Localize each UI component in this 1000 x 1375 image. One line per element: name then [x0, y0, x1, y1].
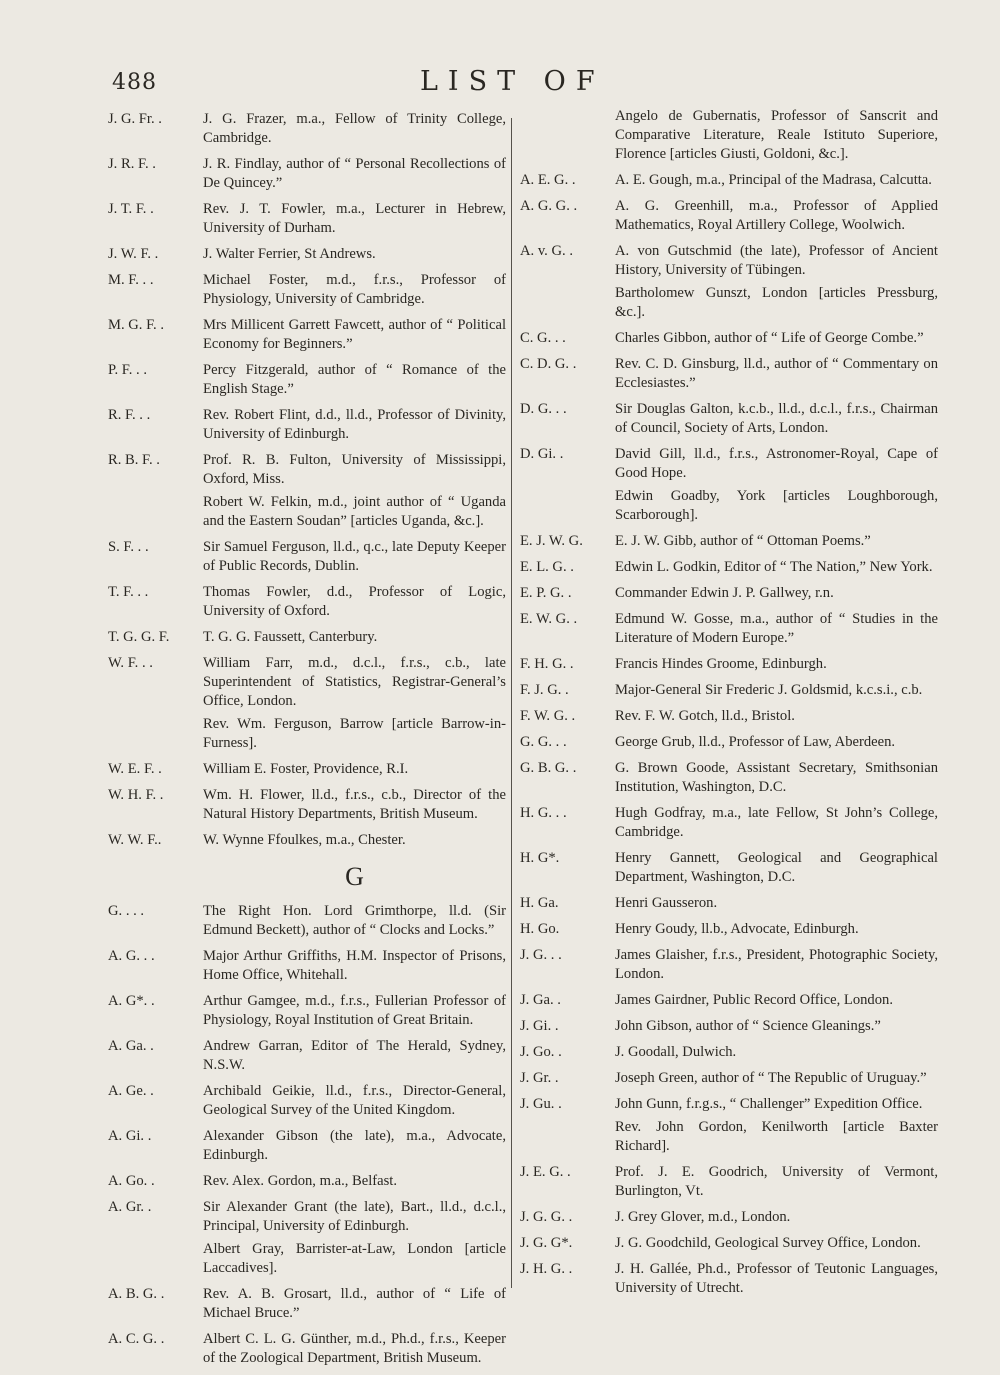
- contributor-initials: J. G. G. .: [520, 1209, 573, 1225]
- contributor-initials: J. T. F. .: [108, 201, 154, 217]
- left-column: [108, 110, 506, 1375]
- contributor-entry: [520, 1017, 938, 1036]
- contributor-description: Albert C. L. G. Günther, m.d., Ph.d., f.r.s., Keeper of the Zoological Department, British Museum.: [203, 1331, 506, 1366]
- contributor-initials: A. E. G. .: [520, 172, 576, 188]
- contributor-entry: [108, 361, 506, 399]
- contributor-initials: J. Ga. .: [520, 992, 561, 1008]
- contributor-initials: W. E. F. .: [108, 761, 162, 777]
- contributor-entry: [520, 1208, 938, 1227]
- contributor-description: Bartholomew Gunszt, London [articles Pressburg, &c.].: [615, 285, 938, 320]
- contributor-description: Rev. John Gordon, Kenilworth [article Baxter Richard].: [615, 1119, 938, 1154]
- contributor-initials: G. G. . .: [520, 734, 567, 750]
- contributor-entry: [520, 532, 938, 551]
- contributor-description: Albert Gray, Barrister-at-Law, London [article Laccadives].: [203, 1241, 506, 1276]
- contributor-entry: [520, 759, 938, 797]
- contributor-entry: [108, 1198, 506, 1236]
- contributor-entry: [520, 681, 938, 700]
- contributor-entry: [108, 1127, 506, 1165]
- contributor-initials: S. F. . .: [108, 539, 149, 555]
- contributor-description: Edwin L. Godkin, Editor of “ The Nation,” New York.: [615, 559, 933, 575]
- contributor-initials: E. P. G. .: [520, 585, 572, 601]
- contributor-entry: [520, 655, 938, 674]
- contributor-initials: J. G. Fr. .: [108, 111, 162, 127]
- running-head: LIST OF: [420, 66, 605, 97]
- contributor-entry: [520, 991, 938, 1010]
- contributor-description: Rev. Robert Flint, d.d., ll.d., Professor of Divinity, University of Edinburgh.: [203, 407, 506, 442]
- contributor-description: Rev. A. B. Grosart, ll.d., author of “ Life of Michael Bruce.”: [203, 1286, 506, 1321]
- contributor-initials: T. F. . .: [108, 584, 149, 600]
- contributor-entry: [520, 584, 938, 603]
- contributor-description: Rev. C. D. Ginsburg, ll.d., author of “ Commentary on Ecclesiastes.”: [615, 356, 938, 391]
- contributor-initials: J. Gu. .: [520, 1096, 562, 1112]
- contributor-entry: [520, 355, 938, 393]
- contributor-initials: G. . . .: [108, 903, 145, 919]
- contributor-initials: J. R. F. .: [108, 156, 156, 172]
- contributor-initials: G. B. G. .: [520, 760, 577, 776]
- contributor-initials: A. G*. .: [108, 993, 155, 1009]
- contributor-entry: [520, 487, 938, 525]
- contributor-initials: E. W. G. .: [520, 611, 578, 627]
- contributor-initials: E. J. W. G.: [520, 533, 583, 549]
- contributor-entry: [520, 242, 938, 280]
- contributor-initials: F. W. G. .: [520, 708, 576, 724]
- contributor-description: Rev. Wm. Ferguson, Barrow [article Barrow-in-Furness].: [203, 716, 506, 751]
- contributor-description: T. G. G. Faussett, Canterbury.: [203, 629, 378, 645]
- contributor-initials: W. W. F..: [108, 832, 162, 848]
- contributor-initials: J. H. G. .: [520, 1261, 573, 1277]
- contributor-initials: J. E. G. .: [520, 1164, 571, 1180]
- contributor-initials: A. Go. .: [108, 1173, 155, 1189]
- contributor-entry: [108, 1285, 506, 1323]
- contributor-entry: [520, 849, 938, 887]
- contributor-entry: [108, 1172, 506, 1191]
- contributor-initials: J. G. . .: [520, 947, 562, 963]
- contributor-description: Archibald Geikie, ll.d., f.r.s., Director-General, Geological Survey of the United Kingdom.: [203, 1083, 506, 1118]
- contributor-entry: [108, 110, 506, 148]
- contributor-entry: [108, 715, 506, 753]
- contributor-description: Rev. J. T. Fowler, m.a., Lecturer in Hebrew, University of Durham.: [203, 201, 506, 236]
- contributor-description: Sir Douglas Galton, k.c.b., ll.d., d.c.l., f.r.s., Chairman of Council, Society of Arts, London.: [615, 401, 938, 436]
- contributor-entry: [108, 538, 506, 576]
- contributor-description: Arthur Gamgee, m.d., f.r.s., Fullerian Professor of Physiology, Royal Institution of Great Britain.: [203, 993, 506, 1028]
- contributor-description: Prof. R. B. Fulton, University of Mississippi, Oxford, Miss.: [203, 452, 506, 487]
- contributor-initials: A. v. G. .: [520, 243, 573, 259]
- contributor-description: W. Wynne Ffoulkes, m.a., Chester.: [203, 832, 406, 848]
- contributor-initials: J. W. F. .: [108, 246, 159, 262]
- contributor-description: Robert W. Felkin, m.d., joint author of “ Uganda and the Eastern Soudan” [articles Uganda, &c.].: [203, 494, 506, 529]
- contributor-description: E. J. W. Gibb, author of “ Ottoman Poems.”: [615, 533, 871, 549]
- page-number: 488: [112, 70, 157, 95]
- contributor-description: William Farr, m.d., d.c.l., f.r.s., c.b., late Superintendent of Statistics, Registrar-General’s Office, London.: [203, 655, 506, 709]
- contributor-initials: J. G. G*.: [520, 1235, 573, 1251]
- contributor-entry: [520, 804, 938, 842]
- section-letter: G: [345, 862, 364, 891]
- contributor-description: James Glaisher, f.r.s., President, Photographic Society, London.: [615, 947, 938, 982]
- contributor-description: Sir Samuel Ferguson, ll.d., q.c., late Deputy Keeper of Public Records, Dublin.: [203, 539, 506, 574]
- contributor-entry: [108, 1330, 506, 1368]
- contributor-initials: H. G. . .: [520, 805, 567, 821]
- contributor-description: The Right Hon. Lord Grimthorpe, ll.d. (Sir Edmund Beckett), author of “ Clocks and Locks.”: [203, 903, 506, 938]
- contributor-description: Charles Gibbon, author of “ Life of George Combe.”: [615, 330, 924, 346]
- contributor-description: Sir Alexander Grant (the late), Bart., ll.d., d.c.l., Principal, University of Edinburgh.: [203, 1199, 506, 1234]
- contributor-initials: H. G*.: [520, 850, 560, 866]
- contributor-entry: [520, 107, 938, 164]
- contributor-initials: A. C. G. .: [108, 1331, 165, 1347]
- contributor-initials: P. F. . .: [108, 362, 147, 378]
- contributor-description: Wm. H. Flower, ll.d., f.r.s., c.b., Director of the Natural History Departments, British Museum.: [203, 787, 506, 822]
- contributor-entry: [520, 946, 938, 984]
- contributor-initials: W. F. . .: [108, 655, 153, 671]
- contributor-entry: [108, 947, 506, 985]
- contributor-initials: D. G. . .: [520, 401, 567, 417]
- contributor-initials: F. H. G. .: [520, 656, 574, 672]
- contributor-description: David Gill, ll.d., f.r.s., Astronomer-Royal, Cape of Good Hope.: [615, 446, 938, 481]
- contributor-entry: [108, 316, 506, 354]
- contributor-description: Angelo de Gubernatis, Professor of Sanscrit and Comparative Literature, Reale Istituto Superiore, Florence [articles Giusti, Goldoni, &c.].: [615, 108, 938, 162]
- contributor-entry: [108, 271, 506, 309]
- contributor-entry: [520, 920, 938, 939]
- contributor-entry: [520, 1069, 938, 1088]
- contributor-description: Thomas Fowler, d.d., Professor of Logic, University of Oxford.: [203, 584, 506, 619]
- contributor-entry: [520, 558, 938, 577]
- contributor-entry: [520, 329, 938, 348]
- contributor-entry: [520, 197, 938, 235]
- contributor-description: J. Walter Ferrier, St Andrews.: [203, 246, 376, 262]
- contributor-description: A. G. Greenhill, m.a., Professor of Applied Mathematics, Royal Artillery College, Woolwich.: [615, 198, 938, 233]
- contributor-initials: F. J. G. .: [520, 682, 569, 698]
- contributor-initials: A. Gi. .: [108, 1128, 152, 1144]
- contributor-description: Percy Fitzgerald, author of “ Romance of the English Stage.”: [203, 362, 506, 397]
- contributor-entry: [108, 760, 506, 779]
- contributor-initials: A. B. G. .: [108, 1286, 165, 1302]
- contributor-list-g-continued: [520, 107, 938, 1298]
- contributor-description: G. Brown Goode, Assistant Secretary, Smithsonian Institution, Washington, D.C.: [615, 760, 938, 795]
- contributor-description: Commander Edwin J. P. Gallwey, r.n.: [615, 585, 834, 601]
- contributor-initials: W. H. F. .: [108, 787, 164, 803]
- contributor-description: George Grub, ll.d., Professor of Law, Aberdeen.: [615, 734, 896, 750]
- contributor-entry: [108, 786, 506, 824]
- contributor-description: A. von Gutschmid (the late), Professor of Ancient History, University of Tübingen.: [615, 243, 938, 278]
- contributor-description: William E. Foster, Providence, R.I.: [203, 761, 409, 777]
- contributor-entry: [108, 902, 506, 940]
- contributor-entry: [520, 1043, 938, 1062]
- contributor-entry: [108, 406, 506, 444]
- column-rule: [511, 118, 512, 1288]
- contributor-initials: R. F. . .: [108, 407, 151, 423]
- contributor-entry: [520, 1260, 938, 1298]
- contributor-list-g: [108, 902, 506, 1368]
- contributor-description: Hugh Godfray, m.a., late Fellow, St John’s College, Cambridge.: [615, 805, 938, 840]
- contributor-initials: H. Go.: [520, 921, 560, 937]
- contributor-description: Major Arthur Griffiths, H.M. Inspector of Prisons, Home Office, Whitehall.: [203, 948, 506, 983]
- contributor-entry: [520, 1234, 938, 1253]
- contributor-initials: M. F. . .: [108, 272, 154, 288]
- contributor-entry: [520, 707, 938, 726]
- contributor-description: Major-General Sir Frederic J. Goldsmid, k.c.s.i., c.b.: [615, 682, 923, 698]
- contributor-initials: A. Ge. .: [108, 1083, 154, 1099]
- contributor-entry: [108, 200, 506, 238]
- contributor-entry: [108, 155, 506, 193]
- contributor-description: J. G. Frazer, m.a., Fellow of Trinity College, Cambridge.: [203, 111, 506, 146]
- contributor-entry: [520, 733, 938, 752]
- contributor-description: Rev. F. W. Gotch, ll.d., Bristol.: [615, 708, 795, 724]
- contributor-description: John Gunn, f.r.g.s., “ Challenger” Expedition Office.: [615, 1096, 923, 1112]
- contributor-initials: J. Gr. .: [520, 1070, 559, 1086]
- contributor-initials: A. G. G. .: [520, 198, 578, 214]
- contributor-description: Henry Gannett, Geological and Geographical Department, Washington, D.C.: [615, 850, 938, 885]
- contributor-description: J. H. Gallée, Ph.d., Professor of Teutonic Languages, University of Utrecht.: [615, 1261, 938, 1296]
- contributor-initials: A. G. . .: [108, 948, 155, 964]
- contributor-entry: [520, 445, 938, 483]
- contributor-description: J. Grey Glover, m.d., London.: [615, 1209, 791, 1225]
- contributor-entry: [108, 583, 506, 621]
- contributor-initials: T. G. G. F.: [108, 629, 170, 645]
- contributor-initials: M. G. F. .: [108, 317, 165, 333]
- contributor-initials: C. G. . .: [520, 330, 566, 346]
- contributor-initials: E. L. G. .: [520, 559, 574, 575]
- contributor-description: J. G. Goodchild, Geological Survey Office, London.: [615, 1235, 921, 1251]
- contributor-description: Henri Gausseron.: [615, 895, 718, 911]
- contributor-entry: [108, 1082, 506, 1120]
- contributor-initials: J. Go. .: [520, 1044, 562, 1060]
- contributor-description: Alexander Gibson (the late), m.a., Advocate, Edinburgh.: [203, 1128, 506, 1163]
- contributor-description: Edwin Goadby, York [articles Loughborough, Scarborough].: [615, 488, 938, 523]
- contributor-entry: [108, 493, 506, 531]
- contributor-entry: [108, 992, 506, 1030]
- contributor-entry: [520, 894, 938, 913]
- contributor-description: Prof. J. E. Goodrich, University of Vermont, Burlington, Vt.: [615, 1164, 938, 1199]
- contributor-description: Michael Foster, m.d., f.r.s., Professor of Physiology, University of Cambridge.: [203, 272, 506, 307]
- contributor-entry: [108, 628, 506, 647]
- contributor-description: Mrs Millicent Garrett Fawcett, author of “ Political Economy for Beginners.”: [203, 317, 506, 352]
- contributor-entry: [520, 1095, 938, 1114]
- contributor-description: Andrew Garran, Editor of The Herald, Sydney, N.S.W.: [203, 1038, 506, 1073]
- contributor-entry: [108, 451, 506, 489]
- contributor-entry: [108, 1240, 506, 1278]
- contributor-entry: [520, 610, 938, 648]
- contributor-description: J. Goodall, Dulwich.: [615, 1044, 737, 1060]
- contributor-initials: R. B. F. .: [108, 452, 160, 468]
- contributor-description: John Gibson, author of “ Science Gleanings.”: [615, 1018, 881, 1034]
- contributor-description: James Gairdner, Public Record Office, London.: [615, 992, 893, 1008]
- contributor-description: J. R. Findlay, author of “ Personal Recollections of De Quincey.”: [203, 156, 506, 191]
- contributor-description: Francis Hindes Groome, Edinburgh.: [615, 656, 827, 672]
- contributor-entry: [108, 245, 506, 264]
- contributor-description: Joseph Green, author of “ The Republic of Uruguay.”: [615, 1070, 927, 1086]
- contributor-initials: H. Ga.: [520, 895, 559, 911]
- contributor-description: Rev. Alex. Gordon, m.a., Belfast.: [203, 1173, 398, 1189]
- contributor-entry: [520, 1163, 938, 1201]
- contributor-initials: A. Gr. .: [108, 1199, 152, 1215]
- contributor-entry: [108, 1037, 506, 1075]
- contributor-entry: [108, 654, 506, 711]
- right-column: [520, 110, 938, 1305]
- contributor-entry: [520, 400, 938, 438]
- contributor-description: Edmund W. Gosse, m.a., author of “ Studies in the Literature of Modern Europe.”: [615, 611, 938, 646]
- contributor-initials: A. Ga. .: [108, 1038, 154, 1054]
- contributor-entry: [520, 1118, 938, 1156]
- contributor-entry: [520, 171, 938, 190]
- contributor-description: A. E. Gough, m.a., Principal of the Madrasa, Calcutta.: [615, 172, 932, 188]
- contributor-initials: J. Gi. .: [520, 1018, 559, 1034]
- contributor-entry: [108, 831, 506, 850]
- contributor-initials: D. Gi. .: [520, 446, 564, 462]
- contributor-entry: [520, 284, 938, 322]
- contributor-initials: C. D. G. .: [520, 356, 577, 372]
- contributor-list-f: [108, 110, 506, 850]
- contributor-description: Henry Goudy, ll.b., Advocate, Edinburgh.: [615, 921, 859, 937]
